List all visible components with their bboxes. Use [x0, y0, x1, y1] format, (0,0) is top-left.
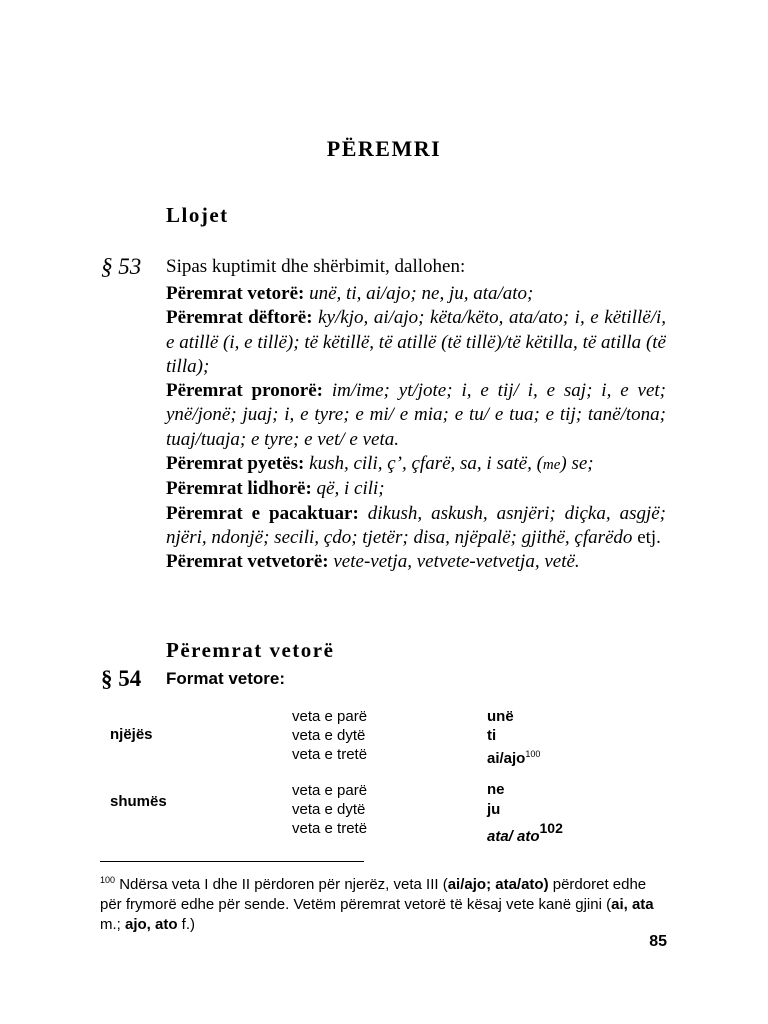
list-item: Përemrat pyetës: kush, cili, ç’, çfarë, sa, i satë, (me) se; [166, 453, 594, 475]
singular-forms: unë ti ai/ajo$^{100}$ [487, 708, 541, 767]
list-item: Përemrat pronorë: im/ime; yt/jote; i, e tij/ i, e saj; i, e vet; ynë/jonë; juaj; i, e tyre; e mi/ e mia; e tu/ e tua; e tij; tanë/tona; tuaj/tuaja; e tyre; e vet/ e veta. [166, 380, 666, 450]
paragraph-number-54: § 54 [101, 666, 142, 691]
pronoun-types-list [166, 282, 666, 575]
list-item: Përemrat dëftorë: ky/kjo, ai/ajo; këta/këto, ata/ato; i, e këtillë/i, e atillë (i, e tillë); të këtillë, të atillë (të tillë)/të këtilla, të atilla (të tilla); [166, 307, 667, 377]
paragraph-number-53: § 53 [101, 254, 142, 279]
plural-form-ne: ne [487, 781, 505, 798]
footnote-number: 100 [100, 875, 116, 885]
list-item: Përemrat lidhorë: që, i cili; [166, 478, 385, 500]
footnote: $^{100}$ Ndërsa veta I dhe II përdoren për njerëz, veta III (ai/ajo; ata/ato) përdoret edhe për frymorë edhe për sende. Vetëm përemrat vetorë të kësaj vete kanë gjini (ai, ata m.; ajo, ato f.) [100, 875, 654, 933]
plural-persons: veta e parë veta e dytë veta e tretë [292, 782, 368, 837]
footnote-divider [100, 861, 364, 862]
list-item: Përemrat vetorë: unë, ti, ai/ajo; ne, ju, ata/ato; [166, 283, 534, 304]
footnote-ref: 102 [539, 820, 563, 836]
list-item: Përemrat e pacaktuar: dikush, askush, asnjëri; diçka, asgjë; njëri, ndonjë; secili, çdo; tjetër; disa, njëpalë; gjithë, çfarëdo etj. [166, 502, 667, 548]
plural-label: shumës [110, 793, 167, 810]
plural-form-ata-ato: ata/ ato$^{102}$ [487, 820, 563, 845]
footnote-ref: 100 [525, 749, 541, 759]
singular-label: njëjës [110, 726, 153, 743]
section-heading-peremrat-vetore: Përemrat vetorë [166, 638, 335, 662]
paragraph-intro: Sipas kuptimit dhe shërbimit, dallohen: [166, 256, 466, 277]
singular-persons: veta e parë veta e dytë veta e tretë [292, 708, 368, 763]
section-heading-llojet: Llojet [166, 203, 229, 227]
plural-form-ju: ju [487, 801, 501, 818]
page-number: 85 [649, 933, 667, 950]
list-item: Përemrat vetvetorë: vete-vetja, vetvete-vetvetja, vetë. [166, 551, 580, 573]
table-heading: Format vetore: [166, 669, 286, 688]
chapter-title: PËREMRI [326, 136, 442, 161]
